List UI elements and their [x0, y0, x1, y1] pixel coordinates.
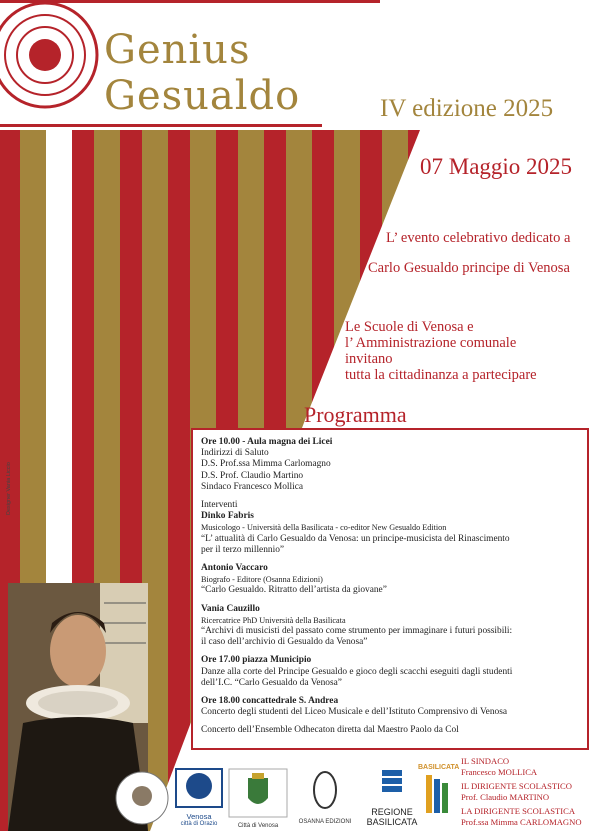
prog-line: Vania Cauzillo [201, 603, 260, 614]
signature-title: LA DIRIGENTE SCOLASTICA [461, 806, 576, 816]
signatures [461, 756, 600, 827]
invite-line-4: tutta la cittadinanza a partecipare [345, 367, 537, 383]
prog-line: Biografo - Editore (Osanna Edizioni) [201, 575, 323, 585]
prog-line: Ore 17.00 piazza Municipio [201, 655, 312, 666]
regione-logo [364, 768, 420, 828]
prog-line: “L’ attualità di Carlo Gesualdo da Venosa: un principe-musicista del Rinascimento [201, 533, 510, 544]
prog-line: Dinko Fabris [201, 511, 254, 522]
ruff-ornament [0, 3, 97, 107]
signature-title: IL DIRIGENTE SCOLASTICO [461, 781, 572, 791]
regione-label: REGIONE [371, 807, 413, 817]
invite-line-3: invitano [345, 351, 393, 367]
citta-venosa-logo [228, 768, 288, 828]
prog-line: Interventi [201, 500, 238, 511]
prog-line: “Carlo Gesualdo. Ritratto dell’artista da giovane” [201, 585, 387, 596]
title-line-1: Genius [104, 27, 251, 73]
prog-line: il caso dell’archivio di Gesualdo da Venosa” [201, 637, 368, 648]
title-line-2: Gesualdo [104, 73, 301, 119]
prog-line: Ore 18.00 concattedrale S. Andrea [201, 696, 339, 707]
intro-line-1: L’ evento celebrativo dedicato a [386, 230, 571, 246]
programma-title: Programma [304, 402, 407, 427]
citta-label: Città di Venosa [237, 823, 279, 829]
prog-line: Danze alla corte del Principe Gesualdo e gioco degli scacchi eseguiti dagli studenti [201, 666, 513, 677]
designer-credit: Designer Vania Liccio [6, 462, 12, 515]
basilicata-label: BASILICATA [418, 764, 460, 771]
venosa-sublabel: città di Orazio [180, 821, 218, 827]
prog-line: Ricercatrice PhD Università della Basilicata [201, 615, 346, 625]
prog-line: Sindaco Francesco Mollica [201, 481, 304, 492]
prog-line: D.S. Prof. Claudio Martino [201, 470, 304, 481]
prog-line: “Archivi di musicisti del passato come strumento per immaginare i futuri possibili: [201, 626, 513, 637]
prog-line: per il terzo millennio” [201, 544, 285, 555]
venosa-label: Venosa [186, 812, 212, 821]
prog-line: D.S. Prof.ssa Mimma Carlomagno [201, 459, 331, 470]
programme-box [191, 428, 589, 750]
school-logo [113, 768, 171, 828]
osanna-label: OSANNA EDIZIONI [298, 819, 352, 825]
prog-line: Ore 10.00 - Aula magna dei Licei [201, 437, 333, 447]
edition: IV edizione 2025 [380, 95, 554, 122]
regione-sublabel: BASILICATA [366, 817, 418, 827]
signature-name: Francesco MOLLICA [461, 766, 538, 777]
basilicata-logo [418, 764, 460, 824]
signature-title: IL SINDACO [461, 756, 510, 766]
event-date: 07 Maggio 2025 [420, 154, 573, 179]
invite-line-1: Le Scuole di Venosa e [345, 319, 474, 335]
intro-line-2: Carlo Gesualdo principe di Venosa [368, 260, 570, 276]
signature-name: Prof.ssa Mimma CARLOMAGNO [461, 816, 582, 827]
prog-line: Indirizzi di Saluto [201, 448, 269, 459]
prog-line: Musicologo - Università della Basilicata - co-editor New Gesualdo Edition [201, 523, 447, 533]
invite-line-2: l’ Amministrazione comunale [345, 335, 517, 351]
prog-line: Concerto dell’Ensemble Odhecaton diretta dal Maestro Paolo da Col [201, 725, 459, 736]
osanna-logo [294, 768, 356, 828]
signature-name: Prof. Claudio MARTINO [461, 791, 550, 802]
venosa-logo [175, 768, 223, 828]
prog-line: Concerto degli studenti del Liceo Musicale e dell’Istituto Comprensivo di Venosa [201, 707, 508, 718]
prog-line: Antonio Vaccaro [201, 563, 268, 574]
prog-line: dell’I.C. “Carlo Gesualdo da Venosa” [201, 677, 342, 688]
